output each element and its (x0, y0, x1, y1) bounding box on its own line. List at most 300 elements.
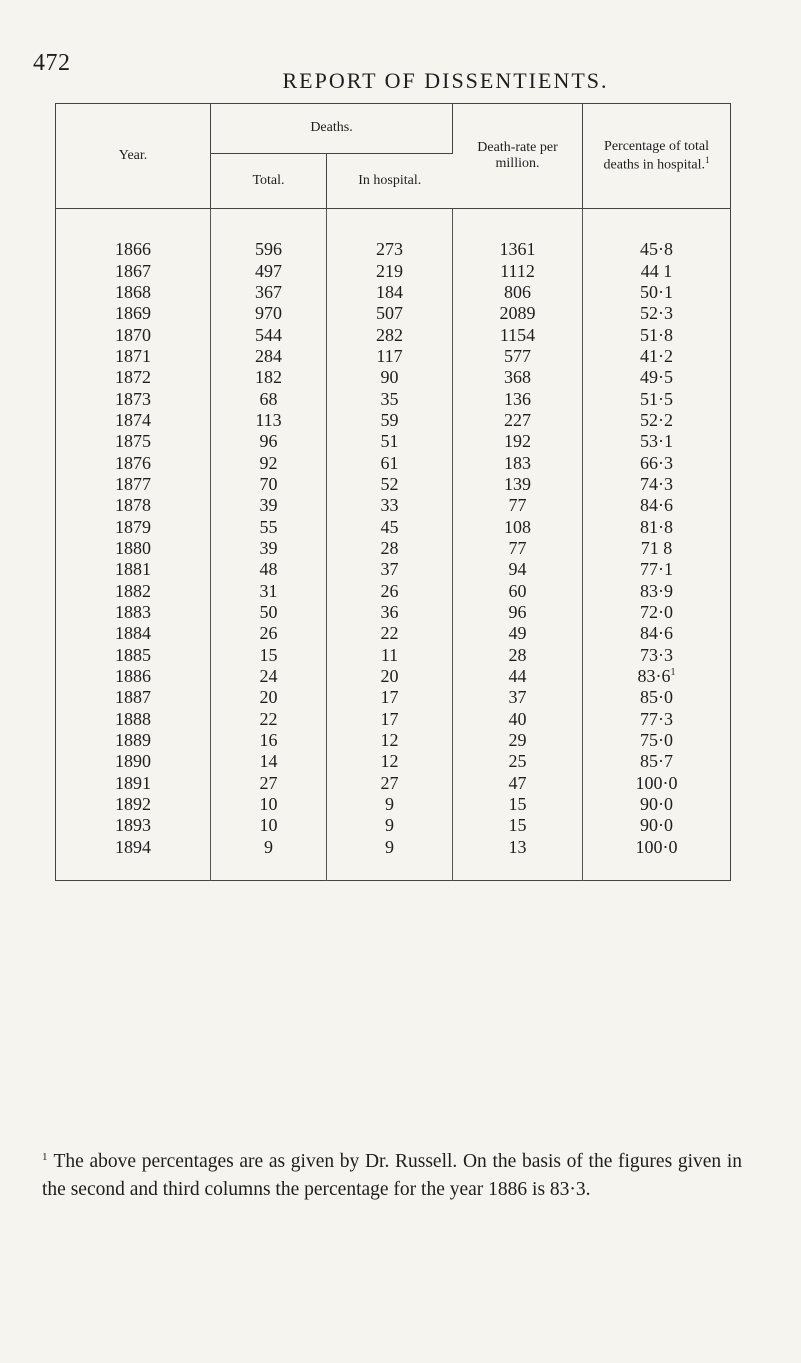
cell-death-rate (453, 452, 583, 473)
cell-in-hospital-value: 90 (380, 367, 399, 388)
cell-death-rate-value: 77 (508, 537, 527, 558)
cell-in-hospital-value: 12 (380, 751, 399, 772)
cell-in-hospital-value: 52 (380, 473, 399, 494)
cell-percentage (583, 837, 731, 881)
cell-death-rate (453, 581, 583, 602)
cell-percentage-value: 100·0 (635, 836, 678, 857)
cell-percentage-value: 49·5 (640, 367, 674, 388)
table-row (56, 559, 731, 580)
cell-year-value: 1889 (115, 730, 151, 751)
cell-year-value: 1892 (115, 794, 151, 815)
cell-year (56, 209, 211, 261)
cell-percentage (583, 209, 731, 261)
table-row (56, 431, 731, 452)
cell-total (211, 730, 327, 751)
header-percentage-label: Percentage of total deaths in hospital. (603, 138, 709, 173)
page-title: REPORT OF DISSENTIENTS. (282, 68, 609, 93)
cell-total-value: 10 (259, 794, 278, 815)
cell-year-value: 1891 (115, 772, 151, 793)
footnote-mark: 1 (42, 1151, 48, 1163)
cell-death-rate-value: 227 (504, 409, 532, 430)
cell-year (56, 346, 211, 367)
cell-death-rate (453, 687, 583, 708)
cell-year (56, 559, 211, 580)
cell-percentage-value: 81·8 (640, 516, 674, 537)
cell-total (211, 431, 327, 452)
cell-total-value: 96 (259, 431, 278, 452)
cell-year (56, 367, 211, 388)
table-row (56, 581, 731, 602)
cell-death-rate-value: 139 (504, 473, 532, 494)
cell-percentage (583, 773, 731, 794)
table-row (56, 282, 731, 303)
cell-death-rate (453, 367, 583, 388)
cell-percentage-value: 51·5 (640, 388, 674, 409)
cell-year-value: 1869 (115, 303, 151, 324)
cell-year-value: 1874 (115, 409, 151, 430)
cell-year (56, 388, 211, 409)
cell-death-rate-value: 40 (508, 708, 527, 729)
cell-percentage-value: 85·7 (640, 751, 674, 772)
cell-year-value: 1890 (115, 751, 151, 772)
table-row (56, 730, 731, 751)
cell-year-value: 1876 (115, 452, 151, 473)
cell-in-hospital (327, 260, 453, 281)
cell-death-rate (453, 516, 583, 537)
cell-total-value: 15 (259, 644, 278, 665)
cell-in-hospital-value: 27 (380, 772, 399, 793)
header-percentage-note-mark: 1 (705, 154, 710, 165)
cell-in-hospital-value: 26 (380, 580, 399, 601)
cell-in-hospital (327, 687, 453, 708)
cell-percentage (583, 794, 731, 815)
cell-year-value: 1872 (115, 367, 151, 388)
cell-percentage-value: 51·8 (640, 324, 674, 345)
cell-year-value: 1866 (115, 239, 151, 260)
cell-percentage-value: 100·0 (635, 772, 678, 793)
table-row (56, 794, 731, 815)
cell-total (211, 815, 327, 836)
cell-year-value: 1868 (115, 281, 151, 302)
cell-death-rate (453, 623, 583, 644)
cell-percentage-value: 45·8 (640, 239, 674, 260)
cell-total (211, 623, 327, 644)
cell-total-value: 50 (259, 602, 278, 623)
cell-year-value: 1887 (115, 687, 151, 708)
cell-death-rate (453, 260, 583, 281)
cell-death-rate (453, 431, 583, 452)
cell-total-value: 92 (259, 452, 278, 473)
cell-death-rate-value: 136 (504, 388, 532, 409)
cell-total (211, 709, 327, 730)
cell-year (56, 794, 211, 815)
cell-total (211, 602, 327, 623)
cell-death-rate (453, 837, 583, 881)
cell-death-rate (453, 303, 583, 324)
cell-percentage-value: 52·3 (640, 303, 674, 324)
cell-in-hospital-value: 282 (376, 324, 403, 345)
cell-year (56, 324, 211, 345)
table-row (56, 303, 731, 324)
cell-year (56, 730, 211, 751)
cell-percentage (583, 602, 731, 623)
cell-total (211, 303, 327, 324)
cell-year (56, 495, 211, 516)
cell-total (211, 452, 327, 473)
header-in-hospital: In hospital. (327, 154, 453, 209)
cell-total-value: 39 (259, 495, 278, 516)
cell-death-rate-value: 15 (508, 794, 527, 815)
table-row (56, 666, 731, 687)
cell-death-rate-value: 108 (504, 516, 532, 537)
cell-year (56, 452, 211, 473)
cell-year-value: 1881 (115, 559, 151, 580)
cell-death-rate-value: 13 (508, 836, 527, 857)
cell-percentage (583, 260, 731, 281)
cell-in-hospital (327, 346, 453, 367)
cell-in-hospital (327, 410, 453, 431)
table-row (56, 260, 731, 281)
cell-total (211, 260, 327, 281)
cell-in-hospital (327, 282, 453, 303)
cell-percentage (583, 495, 731, 516)
cell-in-hospital-value: 59 (380, 409, 399, 430)
cell-in-hospital (327, 773, 453, 794)
cell-in-hospital-value: 12 (380, 730, 399, 751)
cell-in-hospital-value: 35 (380, 388, 399, 409)
cell-year (56, 666, 211, 687)
cell-total-value: 70 (259, 473, 278, 494)
cell-total-value: 24 (259, 666, 278, 687)
cell-total-value: 970 (255, 303, 282, 324)
cell-year (56, 773, 211, 794)
cell-percentage-value: 84·6 (640, 495, 674, 516)
cell-death-rate (453, 282, 583, 303)
table-body (56, 209, 731, 881)
cell-year-value: 1870 (115, 324, 151, 345)
cell-percentage-value: 52·2 (640, 409, 674, 430)
cell-year-value: 1879 (115, 516, 151, 537)
cell-total-value: 113 (255, 409, 282, 430)
cell-in-hospital-value: 51 (380, 431, 399, 452)
cell-death-rate (453, 709, 583, 730)
cell-total (211, 559, 327, 580)
page-number: 472 (33, 50, 71, 76)
cell-year-value: 1871 (115, 345, 151, 366)
cell-death-rate (453, 324, 583, 345)
cell-in-hospital (327, 559, 453, 580)
cell-total (211, 209, 327, 261)
cell-total-value: 27 (259, 772, 278, 793)
cell-death-rate (453, 815, 583, 836)
header-percentage (583, 104, 731, 209)
cell-death-rate (453, 666, 583, 687)
cell-death-rate (453, 474, 583, 495)
cell-in-hospital-value: 507 (376, 303, 403, 324)
cell-percentage (583, 538, 731, 559)
cell-total (211, 388, 327, 409)
cell-total (211, 324, 327, 345)
cell-total (211, 666, 327, 687)
cell-percentage-value: 84·6 (640, 623, 674, 644)
cell-percentage-value: 90·0 (640, 815, 674, 836)
cell-year (56, 751, 211, 772)
cell-total-value: 497 (255, 260, 282, 281)
cell-death-rate-value: 44 (508, 666, 527, 687)
cell-total (211, 581, 327, 602)
cell-in-hospital (327, 666, 453, 687)
table-row (56, 410, 731, 431)
cell-death-rate (453, 794, 583, 815)
cell-percentage-value: 75·0 (640, 730, 674, 751)
cell-year (56, 837, 211, 881)
cell-total (211, 773, 327, 794)
cell-death-rate-value: 29 (508, 730, 527, 751)
table-row (56, 645, 731, 666)
cell-total (211, 538, 327, 559)
table-row (56, 815, 731, 836)
cell-in-hospital-value: 28 (380, 537, 399, 558)
cell-year (56, 709, 211, 730)
cell-death-rate-value: 183 (504, 452, 532, 473)
cell-death-rate (453, 538, 583, 559)
cell-in-hospital (327, 709, 453, 730)
cell-in-hospital (327, 645, 453, 666)
cell-death-rate (453, 602, 583, 623)
cell-total (211, 410, 327, 431)
cell-percentage (583, 388, 731, 409)
cell-year (56, 687, 211, 708)
cell-in-hospital-value: 22 (380, 623, 399, 644)
table-row (56, 751, 731, 772)
cell-in-hospital (327, 452, 453, 473)
cell-total (211, 751, 327, 772)
cell-total-value: 10 (259, 815, 278, 836)
cell-percentage-value: 44 1 (640, 260, 673, 281)
cell-total-value: 20 (259, 687, 278, 708)
cell-percentage-value: 71 8 (640, 537, 673, 558)
cell-percentage (583, 431, 731, 452)
footnote (42, 1143, 742, 1204)
cell-in-hospital (327, 794, 453, 815)
cell-death-rate-value: 96 (508, 602, 527, 623)
table-row (56, 602, 731, 623)
cell-year-value: 1885 (115, 644, 151, 665)
cell-death-rate-value: 47 (508, 772, 527, 793)
cell-in-hospital-value: 219 (376, 260, 403, 281)
cell-death-rate-value: 37 (508, 687, 527, 708)
cell-total-value: 55 (259, 516, 278, 537)
cell-in-hospital (327, 837, 453, 881)
cell-percentage (583, 346, 731, 367)
cell-total (211, 282, 327, 303)
cell-in-hospital (327, 751, 453, 772)
cell-total (211, 367, 327, 388)
cell-total (211, 687, 327, 708)
cell-in-hospital (327, 324, 453, 345)
cell-total-value: 68 (259, 388, 278, 409)
cell-in-hospital-value: 33 (380, 495, 399, 516)
cell-total-value: 31 (259, 580, 278, 601)
cell-year-value: 1867 (115, 260, 151, 281)
cell-percentage-value: 77·3 (640, 708, 674, 729)
cell-in-hospital-value: 184 (376, 281, 403, 302)
cell-death-rate-value: 1112 (500, 260, 535, 281)
cell-total (211, 837, 327, 881)
cell-death-rate-value: 1361 (499, 239, 536, 260)
cell-death-rate-value: 192 (504, 431, 532, 452)
cell-death-rate (453, 773, 583, 794)
cell-in-hospital (327, 538, 453, 559)
cell-total-value: 14 (259, 751, 278, 772)
cell-year (56, 431, 211, 452)
cell-year-value: 1880 (115, 537, 151, 558)
cell-year-value: 1878 (115, 495, 151, 516)
cell-death-rate (453, 730, 583, 751)
cell-in-hospital-value: 61 (380, 452, 399, 473)
table-row (56, 623, 731, 644)
cell-percentage-note-mark: 1 (670, 667, 676, 679)
header-total: Total. (211, 154, 327, 209)
cell-total-value: 48 (259, 559, 278, 580)
cell-in-hospital (327, 431, 453, 452)
cell-death-rate-value: 15 (508, 815, 527, 836)
cell-death-rate-value: 60 (508, 580, 527, 601)
header-deaths: Deaths. (211, 104, 453, 154)
cell-year (56, 474, 211, 495)
cell-year-value: 1873 (115, 388, 151, 409)
cell-total (211, 794, 327, 815)
cell-year-value: 1894 (115, 836, 151, 857)
cell-percentage-value: 74·3 (640, 473, 674, 494)
cell-percentage-value: 77·1 (640, 559, 674, 580)
cell-year-value: 1893 (115, 815, 151, 836)
cell-in-hospital (327, 581, 453, 602)
statistics-table-container (55, 103, 730, 881)
header-death-rate: Death-rate per million. (453, 104, 583, 209)
cell-death-rate-value: 577 (504, 345, 532, 366)
cell-in-hospital (327, 516, 453, 537)
cell-total-value: 182 (255, 367, 282, 388)
cell-percentage (583, 282, 731, 303)
cell-total-value: 544 (255, 324, 282, 345)
table-row (56, 495, 731, 516)
cell-in-hospital-value: 9 (385, 794, 394, 815)
cell-total-value: 26 (259, 623, 278, 644)
cell-year (56, 282, 211, 303)
cell-in-hospital-value: 117 (376, 345, 403, 366)
cell-percentage (583, 581, 731, 602)
cell-year-value: 1882 (115, 580, 151, 601)
cell-year (56, 815, 211, 836)
cell-death-rate-value: 77 (508, 495, 527, 516)
cell-year-value: 1875 (115, 431, 151, 452)
header-year: Year. (56, 104, 211, 209)
cell-in-hospital-value: 17 (380, 687, 399, 708)
cell-in-hospital (327, 602, 453, 623)
table-row (56, 367, 731, 388)
cell-in-hospital-value: 9 (385, 815, 394, 836)
cell-percentage-value: 53·1 (640, 431, 674, 452)
cell-total (211, 645, 327, 666)
cell-total (211, 346, 327, 367)
cell-in-hospital (327, 815, 453, 836)
cell-in-hospital (327, 495, 453, 516)
table-row (56, 388, 731, 409)
cell-percentage (583, 452, 731, 473)
cell-death-rate-value: 368 (504, 367, 532, 388)
cell-percentage-value: 73·3 (640, 644, 674, 665)
cell-in-hospital (327, 730, 453, 751)
table-row (56, 209, 731, 261)
cell-year-value: 1884 (115, 623, 151, 644)
cell-death-rate-value: 49 (508, 623, 527, 644)
cell-percentage-value: 90·0 (640, 794, 674, 815)
cell-total (211, 474, 327, 495)
cell-year (56, 538, 211, 559)
cell-year (56, 602, 211, 623)
cell-total-value: 284 (255, 345, 282, 366)
cell-percentage (583, 666, 731, 687)
cell-death-rate-value: 94 (508, 559, 527, 580)
cell-death-rate (453, 645, 583, 666)
cell-death-rate (453, 495, 583, 516)
cell-death-rate (453, 751, 583, 772)
cell-total-value: 367 (255, 281, 282, 302)
table-row (56, 516, 731, 537)
cell-percentage (583, 815, 731, 836)
cell-in-hospital-value: 37 (380, 559, 399, 580)
cell-death-rate (453, 346, 583, 367)
cell-death-rate-value: 806 (504, 281, 532, 302)
cell-percentage (583, 709, 731, 730)
cell-in-hospital (327, 388, 453, 409)
cell-year (56, 303, 211, 324)
cell-in-hospital (327, 367, 453, 388)
cell-total-value: 22 (259, 708, 278, 729)
cell-percentage (583, 324, 731, 345)
table-row (56, 474, 731, 495)
table-row (56, 837, 731, 881)
cell-percentage-value: 50·1 (640, 281, 674, 302)
cell-in-hospital (327, 303, 453, 324)
cell-percentage-value: 41·2 (640, 345, 674, 366)
cell-year-value: 1886 (115, 666, 151, 687)
cell-year (56, 581, 211, 602)
cell-percentage-value: 72·0 (640, 602, 674, 623)
cell-year (56, 260, 211, 281)
cell-total-value: 16 (259, 730, 278, 751)
cell-death-rate-value: 1154 (499, 324, 536, 345)
cell-death-rate (453, 559, 583, 580)
cell-total (211, 516, 327, 537)
cell-percentage (583, 645, 731, 666)
cell-percentage (583, 751, 731, 772)
cell-in-hospital-value: 45 (380, 516, 399, 537)
cell-death-rate-value: 2089 (499, 303, 536, 324)
table-row (56, 324, 731, 345)
table-row (56, 346, 731, 367)
table-row (56, 538, 731, 559)
cell-percentage-value: 83·6 (637, 666, 671, 687)
cell-death-rate (453, 410, 583, 431)
cell-percentage (583, 474, 731, 495)
cell-percentage (583, 410, 731, 431)
cell-percentage-value: 66·3 (640, 452, 674, 473)
cell-total-value: 39 (259, 537, 278, 558)
cell-in-hospital (327, 209, 453, 261)
cell-percentage (583, 623, 731, 644)
